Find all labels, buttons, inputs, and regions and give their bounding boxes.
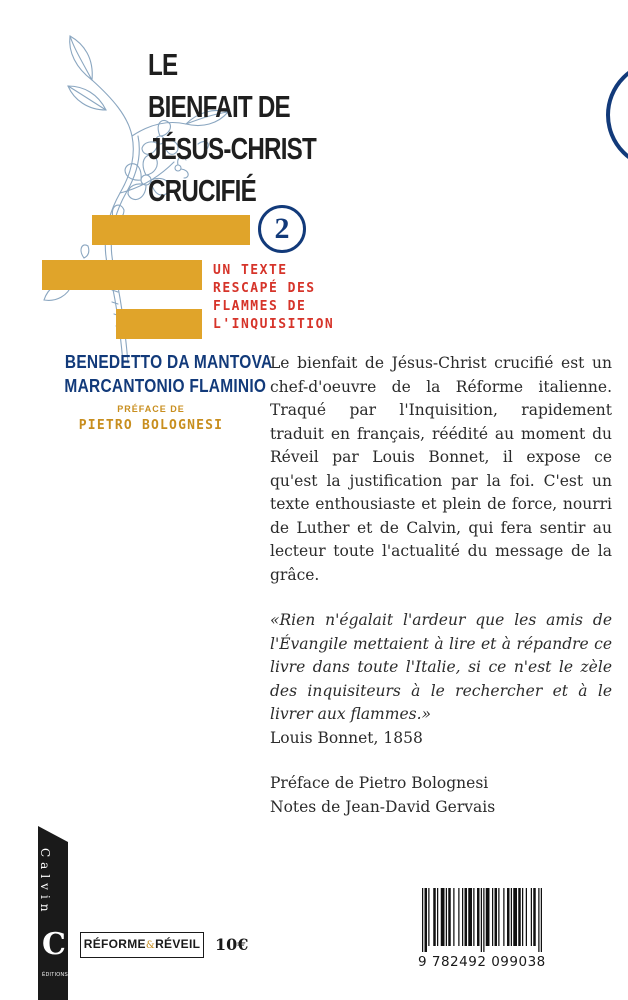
barcode-bar [428,888,429,946]
authors-block [48,350,273,433]
barcode-bar [522,888,523,946]
subtitle-line: L'INQUISITION [213,317,335,332]
barcode-bar [433,888,436,946]
decorative-bar [116,309,202,339]
barcode-bar [538,888,539,952]
barcode-bar [486,888,490,946]
title-line: LE [148,47,178,82]
quote-text: «Rien n'égalait l'ardeur que les amis de l'Évangile mettaient à lire et à répandre ce livre dans toute l'Italie, si ce n'est le zèle des inquisiteurs à le rechercher et à le livrer aux flammes.» [270,611,612,723]
barcode-bar [513,888,517,946]
collection-ampersand: & [145,940,156,951]
decorative-bar [42,260,202,290]
barcode-bar [453,888,454,946]
collection-left: RÉFORME [83,937,146,951]
barcode-bar [533,888,536,946]
subtitle-line: FLAMMES DE [213,299,307,314]
quote-attribution: Louis Bonnet, 1858 [270,728,423,747]
subtitle-line: UN TEXTE [213,263,288,278]
publisher-name: Calvin [38,848,52,917]
author-name [48,374,267,398]
price: 10€ [215,935,249,954]
barcode-bar [526,888,527,946]
subtitle-line: RESCAPÉ DES [213,281,316,296]
barcode-bars [418,888,610,952]
back-cover-text [270,352,612,841]
barcode-bar [425,888,428,952]
collection-right: RÉVEIL [155,937,201,951]
barcode-bar [422,888,423,952]
title-line: BIENFAIT DE [148,89,290,124]
barcode-bar [462,888,463,946]
barcode-bar [448,888,451,946]
isbn-number: 9 782492 099038 [418,954,546,970]
barcode-bar [503,888,504,946]
credits [270,772,612,819]
barcode-bar [465,888,468,946]
barcode-bar [446,888,447,946]
decorative-circle [606,60,628,170]
barcode-bar [518,888,521,946]
credit-line: Préface de Pietro Bolognesi [270,774,489,792]
barcode-bar [481,888,482,952]
credit-line: Notes de Jean-David Gervais [270,797,496,816]
barcode-bar [473,888,474,946]
publisher-logo-initial: C [42,927,66,962]
collection-label [80,932,204,958]
barcode-bar [477,888,480,946]
author-name [48,350,273,374]
author-name-text: MARCANTONIO FLAMINIO [64,376,267,396]
barcode-bar [498,888,499,946]
title-line: CRUCIFIÉ [148,173,256,208]
description-paragraph: Le bienfait de Jésus-Christ crucifié est un chef-d'oeuvre de la Réforme italienne. Traqué par l'Inquisition, rapidement traduit en français, réédité au moment du Réveil par Louis Bonnet, il expose ce qu'est la justification par la foi. C'est un texte enthousiaste et plein de force, nourri de Luther et de Calvin, qui fera sentir au lecteur toute l'actualité du message de la grâce. [270,354,612,584]
barcode-bar [468,888,472,946]
book-subtitle [213,262,334,334]
barcode-bar [441,888,445,946]
author-name-text: BENEDETTO DA MANTOVA [64,352,273,372]
isbn-barcode [418,888,610,980]
barcode-bar [511,888,512,946]
barcode-bar [507,888,510,946]
title-line: JÉSUS-CHRIST [148,131,316,166]
quote-paragraph [270,609,612,750]
barcode-bar [531,888,532,946]
barcode-bar [437,888,438,946]
decorative-bar [92,215,250,245]
barcode-bar [495,888,498,946]
volume-number-badge: 2 [258,205,306,253]
barcode-bar [483,888,484,952]
barcode-bar [492,888,493,946]
book-title [148,44,316,212]
preface-label: PRÉFACE DE [117,404,185,414]
barcode-bar [541,888,542,952]
publisher-editions-label: ÉDITIONS [42,972,69,978]
preface-author: PIETRO BOLOGNESI [78,418,224,433]
barcode-bar [458,888,459,946]
